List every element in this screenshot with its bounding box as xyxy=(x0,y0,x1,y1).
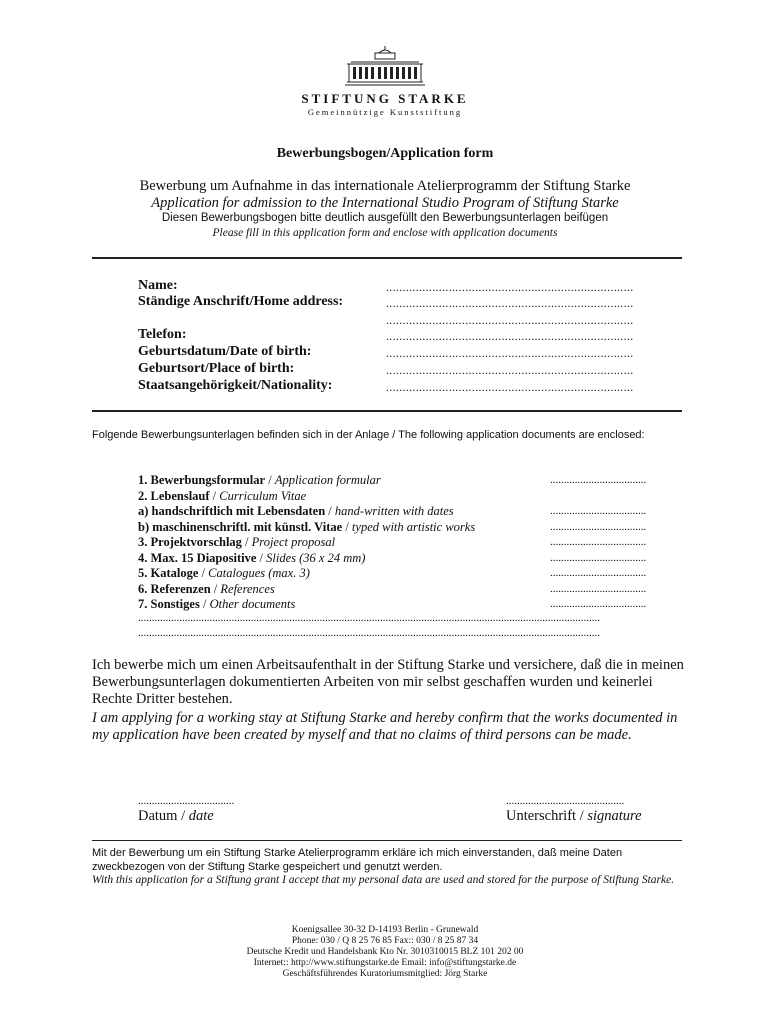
divider-top xyxy=(92,257,682,259)
document-item-de: 3. Projektvorschlag xyxy=(138,535,242,549)
document-item-en: Project proposal xyxy=(251,535,336,549)
form-title: Bewerbungsbogen/Application form xyxy=(276,146,494,161)
phone-field[interactable]: ........................................................................... xyxy=(386,329,634,343)
document-item-de: 7. Sonstiges xyxy=(138,597,200,611)
document-item-en: References xyxy=(220,581,275,596)
birthdate-field[interactable]: ........................................................................... xyxy=(386,346,634,360)
document-item-sep: / xyxy=(198,566,209,580)
divider-bottom xyxy=(92,840,682,841)
document-item-de: 6. Referenzen xyxy=(138,581,211,596)
document-item xyxy=(138,597,295,612)
document-item xyxy=(138,582,275,597)
document-item-check[interactable]: ................................... xyxy=(550,567,647,579)
footer-director: Geschäftsführendes Kuratoriumsmitglied: Jörg Starke xyxy=(282,969,488,979)
document-item-sep: / xyxy=(210,581,221,596)
document-item-sep: / xyxy=(256,550,267,565)
declaration-en: I am applying for a working stay at Stiftung Starke and hereby confirm that the works documented in my application have been created by myself and that no claims of third persons can be made. xyxy=(92,710,678,743)
document-item-en: typed with artistic works xyxy=(351,519,476,534)
birthplace-label: Geburtsort/Place of birth: xyxy=(138,361,295,376)
document-item-en: Other documents xyxy=(209,597,296,611)
name-label: Name: xyxy=(138,278,178,293)
signature-label: Unterschrift / signature xyxy=(506,808,642,824)
intro-en: Application for admission to the International Studio Program of Stiftung Starke xyxy=(151,195,619,211)
document-item-de: 4. Max. 15 Diapositive xyxy=(138,550,257,565)
signature-dots[interactable]: ........................................... xyxy=(506,795,625,807)
instruction-en: Please fill in this application form and enclose with application documents xyxy=(212,227,558,239)
divider-middle xyxy=(92,410,682,412)
document-item-en: Catalogues (max. 3) xyxy=(208,566,310,580)
name-field[interactable]: ........................................................................... xyxy=(386,280,634,294)
document-item-de: b) maschinenschriftl. mit künstl. Vitae xyxy=(138,519,343,534)
document-item-check[interactable]: ................................... xyxy=(550,474,647,486)
document-item-check[interactable]: ................................... xyxy=(550,598,647,610)
building-logo-icon xyxy=(345,44,425,86)
document-item xyxy=(138,504,454,519)
document-item-de: 1. Bewerbungsformular xyxy=(138,473,266,487)
documents-intro: Folgende Bewerbungsunterlagen befinden sich in der Anlage / The following application documents are enclosed: xyxy=(92,429,645,441)
address-label: Ständige Anschrift/Home address: xyxy=(138,294,344,309)
document-item xyxy=(138,473,381,488)
footer-address: Koenigsallee 30-32 D-14193 Berlin - Grunewald xyxy=(291,925,479,935)
footer-phone: Phone: 030 / Q 8 25 76 85 Fax:: 030 / 8 25 87 34 xyxy=(291,936,479,946)
document-item-sep: / xyxy=(199,597,210,611)
phone-label: Telefon: xyxy=(138,327,187,342)
document-item xyxy=(138,489,306,504)
document-item-check[interactable]: ................................... xyxy=(550,505,647,517)
nationality-label: Staatsangehörigkeit/Nationality: xyxy=(138,378,333,393)
consent-en: With this application for a Stiftung grant I accept that my personal data are used and stored for the purpose of Stiftung Starke. xyxy=(92,874,675,886)
extra-doc-line-1[interactable]: ........................................................................................................................................................................ xyxy=(138,612,600,624)
document-item-sep: / xyxy=(209,488,220,503)
nationality-field[interactable]: ........................................................................... xyxy=(386,380,634,394)
instruction-de: Diesen Bewerbungsbogen bitte deutlich ausgefüllt den Bewerbungsunterlagen beifügen xyxy=(161,212,609,224)
intro-de: Bewerbung um Aufnahme in das internationale Atelierprogramm der Stiftung Starke xyxy=(139,178,631,194)
date-label: Datum / date xyxy=(138,808,214,824)
org-name: STIFTUNG STARKE xyxy=(301,91,469,106)
birthplace-field[interactable]: ........................................................................... xyxy=(386,363,634,377)
declaration-de: Ich bewerbe mich um einen Arbeitsaufenthalt in der Stiftung Starke und versichere, daß die in meinen Bewerbungsunterlagen dokumentierten Arbeiten von mir selbst geschaffen wurden und keinerlei Rechte Dritter bestehen. xyxy=(92,657,684,707)
footer-bank: Deutsche Kredit und Handelsbank Kto Nr. 3010310015 BLZ 101 202 00 xyxy=(246,947,524,957)
document-item xyxy=(138,551,365,566)
document-item-sep: / xyxy=(325,504,335,518)
document-item-en: Curriculum Vitae xyxy=(219,488,307,503)
document-item-check[interactable]: ................................... xyxy=(550,536,647,548)
address-field[interactable]: ........................................................................... xyxy=(386,296,634,310)
document-item-de: a) handschriftlich mit Lebensdaten xyxy=(138,504,326,518)
document-item-check[interactable]: ................................... xyxy=(550,551,647,564)
document-item-de: 2. Lebenslauf xyxy=(138,488,210,503)
document-item-sep: / xyxy=(241,535,252,549)
document-item-check[interactable]: ................................... xyxy=(550,520,647,533)
document-item xyxy=(138,535,335,550)
document-item-de: 5. Kataloge xyxy=(138,566,199,580)
document-item-sep: / xyxy=(265,473,275,487)
address-field-line2[interactable]: ........................................................................... xyxy=(386,313,634,327)
document-item-en: Application formular xyxy=(274,473,381,487)
extra-doc-line-2[interactable]: ........................................................................................................................................................................ xyxy=(138,627,600,639)
footer-internet: Internet:: http://www.stiftungstarke.de Email: info@stiftungstarke.de xyxy=(253,958,517,968)
document-item-sep: / xyxy=(342,519,352,534)
document-item-check[interactable]: ................................... xyxy=(550,582,647,595)
consent-de: Mit der Bewerbung um ein Stiftung Starke Atelierprogramm erkläre ich mich einverstanden, daß meine Daten zweckbezogen von der Stiftung Starke gespeichert und genutzt werden. xyxy=(92,847,623,873)
birthdate-label: Geburtsdatum/Date of birth: xyxy=(138,344,312,359)
document-item xyxy=(138,566,310,581)
document-item-en: hand-written with dates xyxy=(334,504,454,518)
date-dots[interactable]: ................................... xyxy=(138,795,235,807)
document-item-en: Slides (36 x 24 mm) xyxy=(266,550,366,565)
document-item xyxy=(138,520,475,535)
org-subtitle: Gemeinnützige Kunststiftung xyxy=(307,107,463,117)
